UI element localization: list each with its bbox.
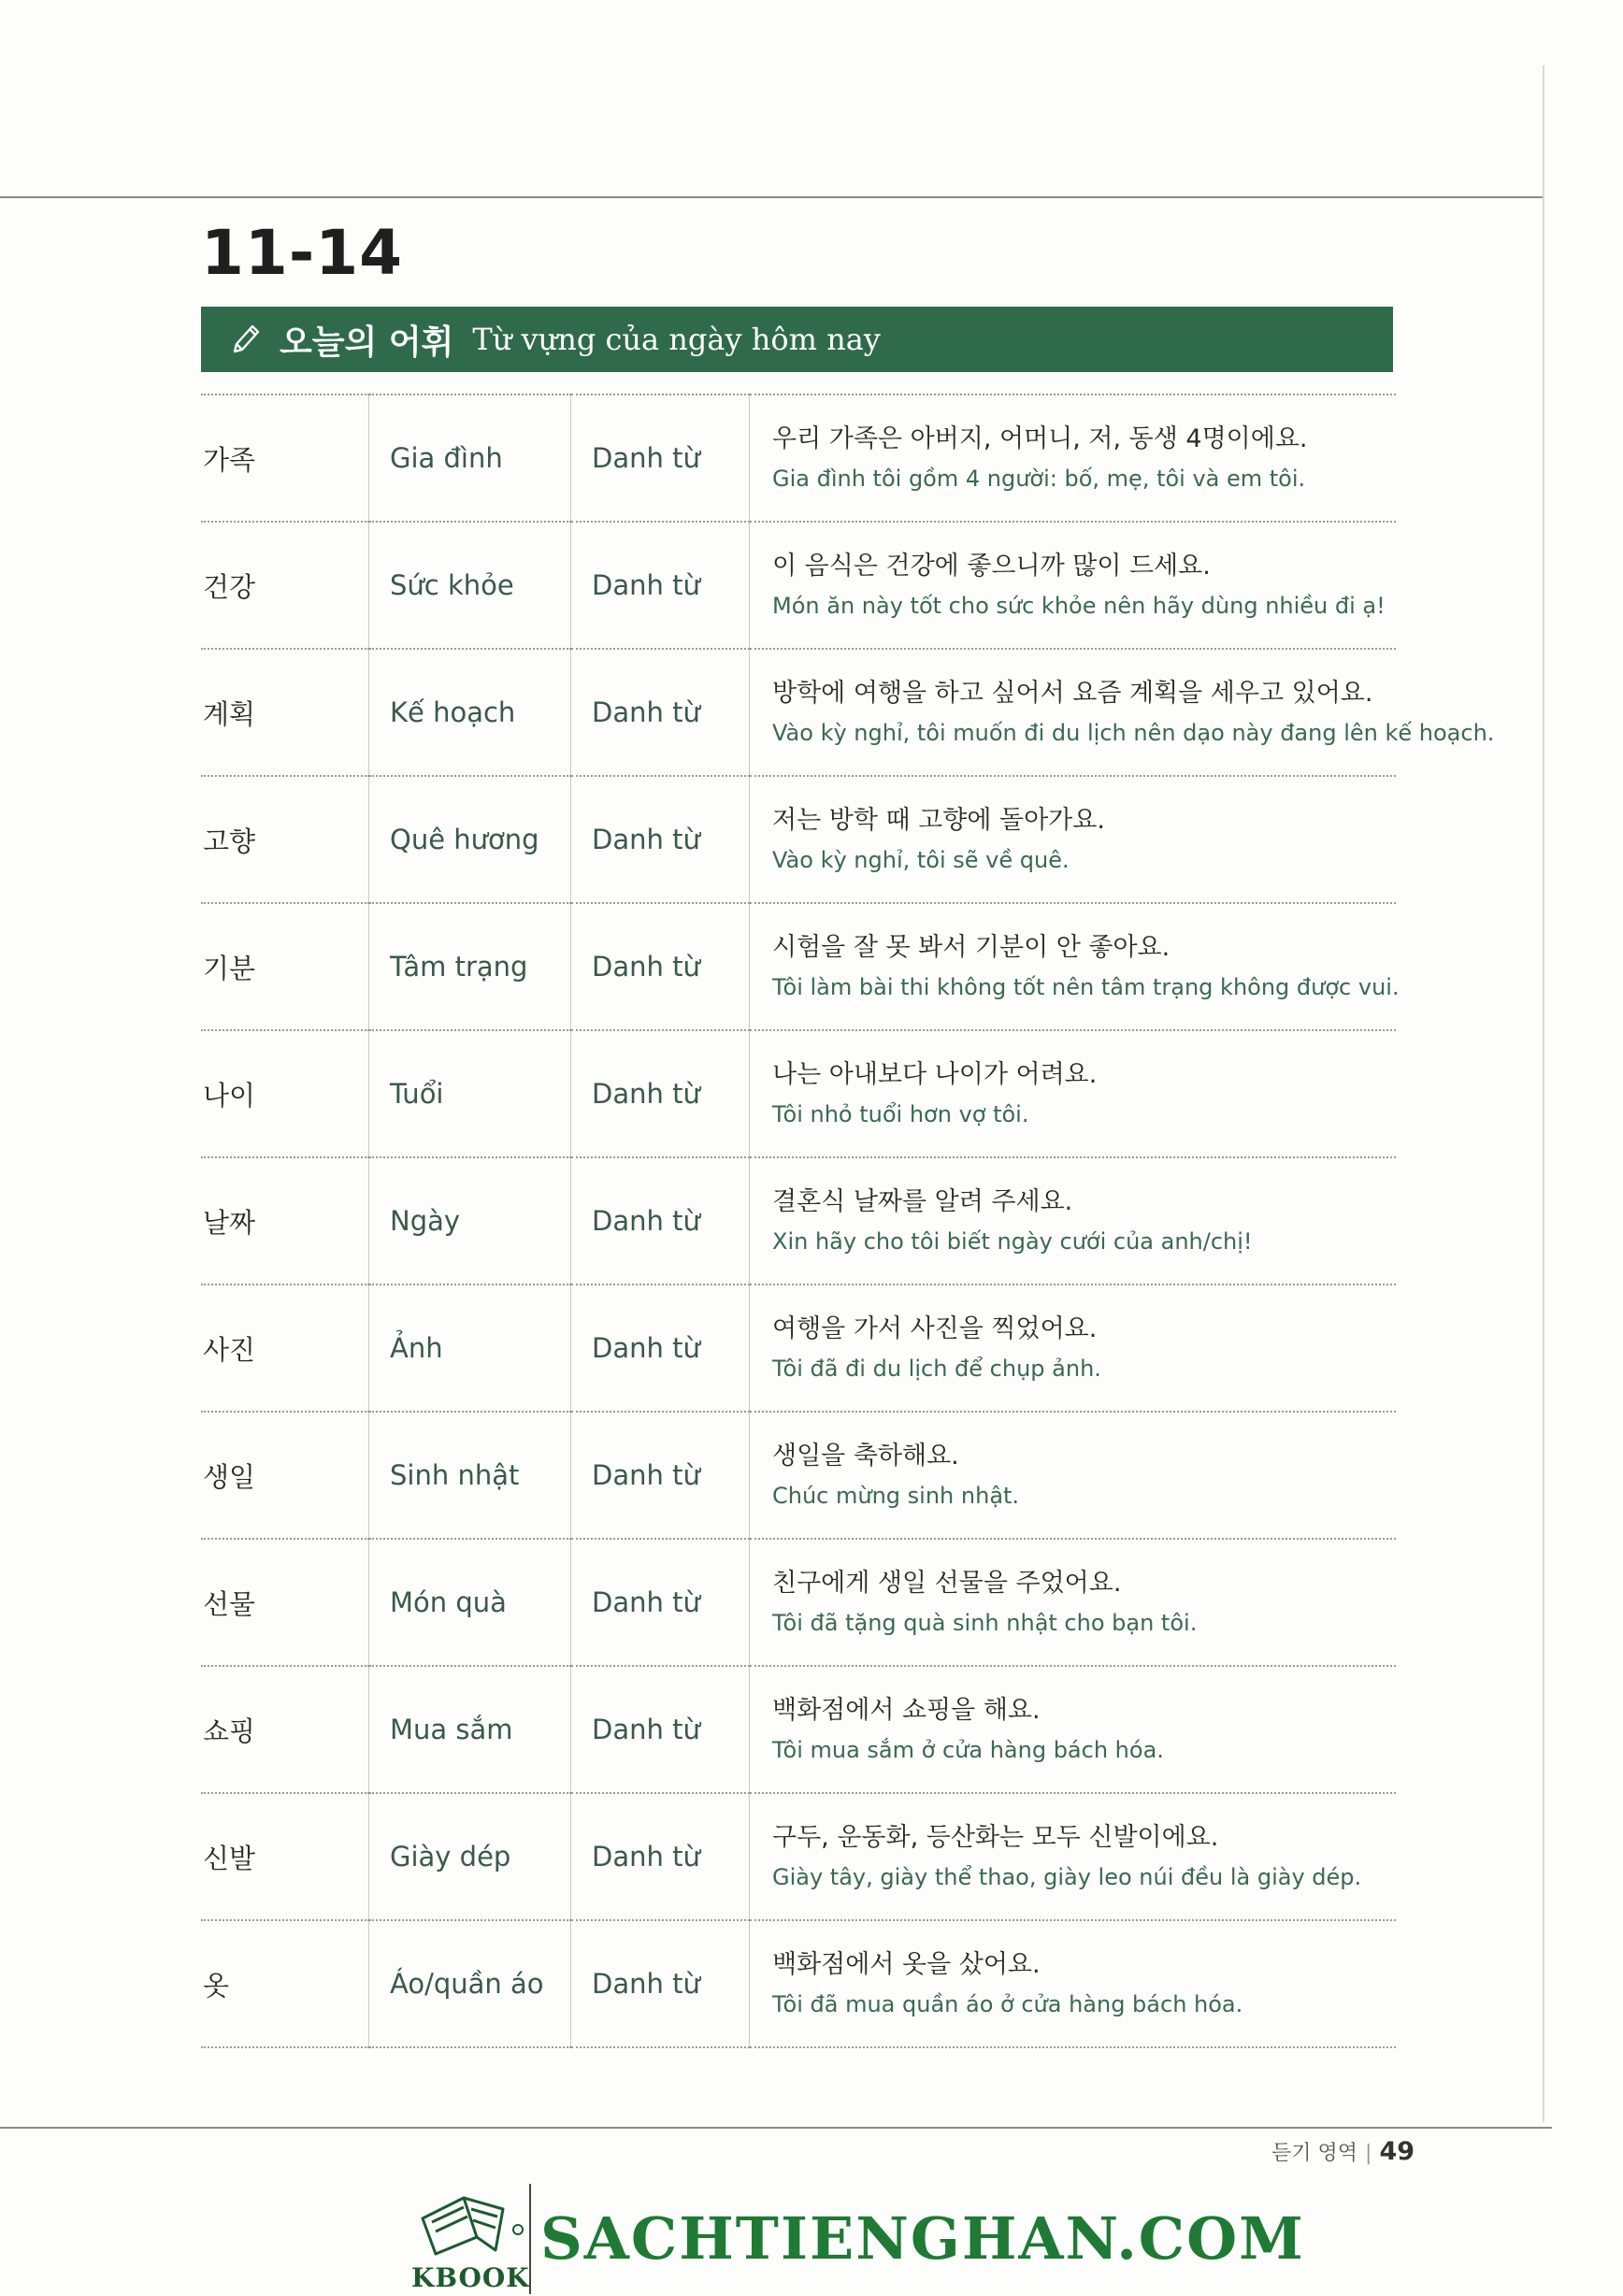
example-ko: 시험을 잘 못 봐서 기분이 안 좋아요.	[772, 933, 1171, 962]
vocab-example	[750, 1412, 1397, 1539]
example-ko: 저는 방학 때 고향에 돌아가요.	[772, 806, 1105, 835]
vocab-example	[750, 649, 1495, 776]
footer-separator: |	[1365, 2142, 1372, 2165]
vocab-meaning: Ngày	[369, 1157, 571, 1284]
example-ko: 친구에게 생일 선물을 주었어요.	[772, 1569, 1122, 1598]
vocab-word: 날짜	[201, 1157, 369, 1284]
pencil-icon	[225, 319, 266, 360]
example-ko: 백화점에서 옷을 샀어요.	[772, 1950, 1041, 1979]
example-ko: 백화점에서 쇼핑을 해요.	[772, 1696, 1041, 1725]
footer-section: 듣기 영역	[1271, 2142, 1358, 2165]
site-name: SACHTIENGHAN.COM	[540, 2204, 1305, 2273]
vocab-example	[750, 776, 1397, 903]
vocab-row	[201, 1793, 1396, 1920]
vocab-word: 쇼핑	[201, 1666, 369, 1793]
vocab-row	[201, 1412, 1396, 1539]
unit-title: 11-14	[201, 217, 404, 289]
top-rule	[0, 196, 1544, 198]
vocab-title-vi: Từ vựng của ngày hôm nay	[472, 322, 881, 357]
vocab-row	[201, 1539, 1396, 1666]
vocab-banner	[201, 307, 1393, 372]
vocab-word: 건강	[201, 522, 369, 649]
example-vi: Vào kỳ nghỉ, tôi muốn đi du lịch nên dạo này đang lên kế hoạch.	[772, 720, 1495, 746]
vocab-example	[750, 1030, 1397, 1157]
example-vi: Vào kỳ nghỉ, tôi sẽ về quê.	[772, 847, 1070, 873]
vocab-meaning: Món quà	[369, 1539, 571, 1666]
vocab-row	[201, 1920, 1396, 2047]
vocab-pos: Danh từ	[571, 776, 750, 903]
vocab-row	[201, 903, 1396, 1030]
vocab-row	[201, 1666, 1396, 1793]
example-ko: 방학에 여행을 하고 싶어서 요즘 계획을 세우고 있어요.	[772, 679, 1373, 708]
vocab-meaning: Kế hoạch	[369, 649, 571, 776]
example-vi: Món ăn này tốt cho sức khỏe nên hãy dùng nhiều đi ạ!	[772, 593, 1386, 619]
vocab-row	[201, 776, 1396, 903]
vocab-example	[750, 1539, 1397, 1666]
example-vi: Tôi đã tặng quà sinh nhật cho bạn tôi.	[772, 1610, 1198, 1636]
vocab-word: 계획	[201, 649, 369, 776]
vocab-title-ko: 오늘의 어휘	[280, 323, 454, 362]
vocab-meaning: Quê hương	[369, 776, 571, 903]
vocab-pos: Danh từ	[571, 1539, 750, 1666]
bottom-rule	[0, 2127, 1552, 2129]
vocab-word: 옷	[201, 1920, 369, 2047]
vocab-example	[750, 1920, 1397, 2047]
vocab-row	[201, 395, 1396, 522]
logo-divider	[529, 2184, 531, 2294]
example-ko: 결혼식 날짜를 알려 주세요.	[772, 1187, 1073, 1216]
vocab-row	[201, 1030, 1396, 1157]
vocab-pos: Danh từ	[571, 1412, 750, 1539]
example-ko: 나는 아내보다 나이가 어려요.	[772, 1060, 1098, 1089]
vocab-row	[201, 522, 1396, 649]
example-vi: Tôi đã mua quần áo ở cửa hàng bách hóa.	[772, 1991, 1243, 2017]
vocab-pos: Danh từ	[571, 395, 750, 522]
example-ko: 생일을 축하해요.	[772, 1442, 959, 1471]
example-vi: Xin hãy cho tôi biết ngày cưới của anh/chị!	[772, 1228, 1253, 1255]
vocab-row	[201, 1157, 1396, 1284]
vocab-row	[201, 1284, 1396, 1412]
example-vi: Tôi nhỏ tuổi hơn vợ tôi.	[772, 1101, 1029, 1127]
kbook-logo-text: KBOOK	[411, 2262, 530, 2293]
example-vi: Chúc mừng sinh nhật.	[772, 1483, 1020, 1509]
vocab-word: 가족	[201, 395, 369, 522]
vocab-meaning: Áo/quần áo	[369, 1920, 571, 2047]
vocab-meaning: Sinh nhật	[369, 1412, 571, 1539]
vocab-meaning: Sức khỏe	[369, 522, 571, 649]
vocab-pos: Danh từ	[571, 903, 750, 1030]
vocab-pos: Danh từ	[571, 1666, 750, 1793]
vocab-meaning: Tâm trạng	[369, 903, 571, 1030]
vocab-word: 고향	[201, 776, 369, 903]
vocab-pos: Danh từ	[571, 1030, 750, 1157]
vocab-example	[750, 395, 1397, 522]
example-vi: Tôi mua sắm ở cửa hàng bách hóa.	[772, 1737, 1164, 1763]
example-ko: 구두, 운동화, 등산화는 모두 신발이에요.	[772, 1823, 1219, 1852]
vocab-pos: Danh từ	[571, 1157, 750, 1284]
vocab-table	[201, 394, 1495, 2048]
vocab-word: 나이	[201, 1030, 369, 1157]
page-footer	[1271, 2137, 1415, 2166]
example-vi: Tôi đã đi du lịch để chụp ảnh.	[772, 1356, 1101, 1382]
vocab-pos: Danh từ	[571, 649, 750, 776]
vocab-example	[750, 1284, 1397, 1412]
example-ko: 이 음식은 건강에 좋으니까 많이 드세요.	[772, 552, 1211, 581]
vocab-meaning: Tuổi	[369, 1030, 571, 1157]
vocab-pos: Danh từ	[571, 1920, 750, 2047]
vocab-example	[750, 903, 1400, 1030]
vocab-pos: Danh từ	[571, 1793, 750, 1920]
vocab-word: 신발	[201, 1793, 369, 1920]
example-vi: Tôi làm bài thi không tốt nên tâm trạng không được vui.	[772, 974, 1400, 1000]
vocab-meaning: Mua sắm	[369, 1666, 571, 1793]
vocab-word: 기분	[201, 903, 369, 1030]
vocab-word: 생일	[201, 1412, 369, 1539]
example-ko: 여행을 가서 사진을 찍었어요.	[772, 1314, 1098, 1343]
vocab-example	[750, 1793, 1397, 1920]
vocab-word: 선물	[201, 1539, 369, 1666]
vocab-example	[750, 1157, 1397, 1284]
page-edge	[1543, 65, 1544, 2122]
example-ko: 우리 가족은 아버지, 어머니, 저, 동생 4명이에요.	[772, 424, 1308, 453]
vocab-pos: Danh từ	[571, 1284, 750, 1412]
vocab-meaning: Gia đình	[369, 395, 571, 522]
example-vi: Giày tây, giày thể thao, giày leo núi đều là giày dép.	[772, 1864, 1362, 1890]
vocab-example	[750, 1666, 1397, 1793]
vocab-meaning: Ảnh	[369, 1284, 571, 1412]
vocab-row	[201, 649, 1396, 776]
vocab-pos: Danh từ	[571, 522, 750, 649]
vocab-word: 사진	[201, 1284, 369, 1412]
vocab-example	[750, 522, 1397, 649]
vocab-meaning: Giày dép	[369, 1793, 571, 1920]
example-vi: Gia đình tôi gồm 4 người: bố, mẹ, tôi và em tôi.	[772, 466, 1306, 492]
page-number: 49	[1379, 2137, 1415, 2166]
